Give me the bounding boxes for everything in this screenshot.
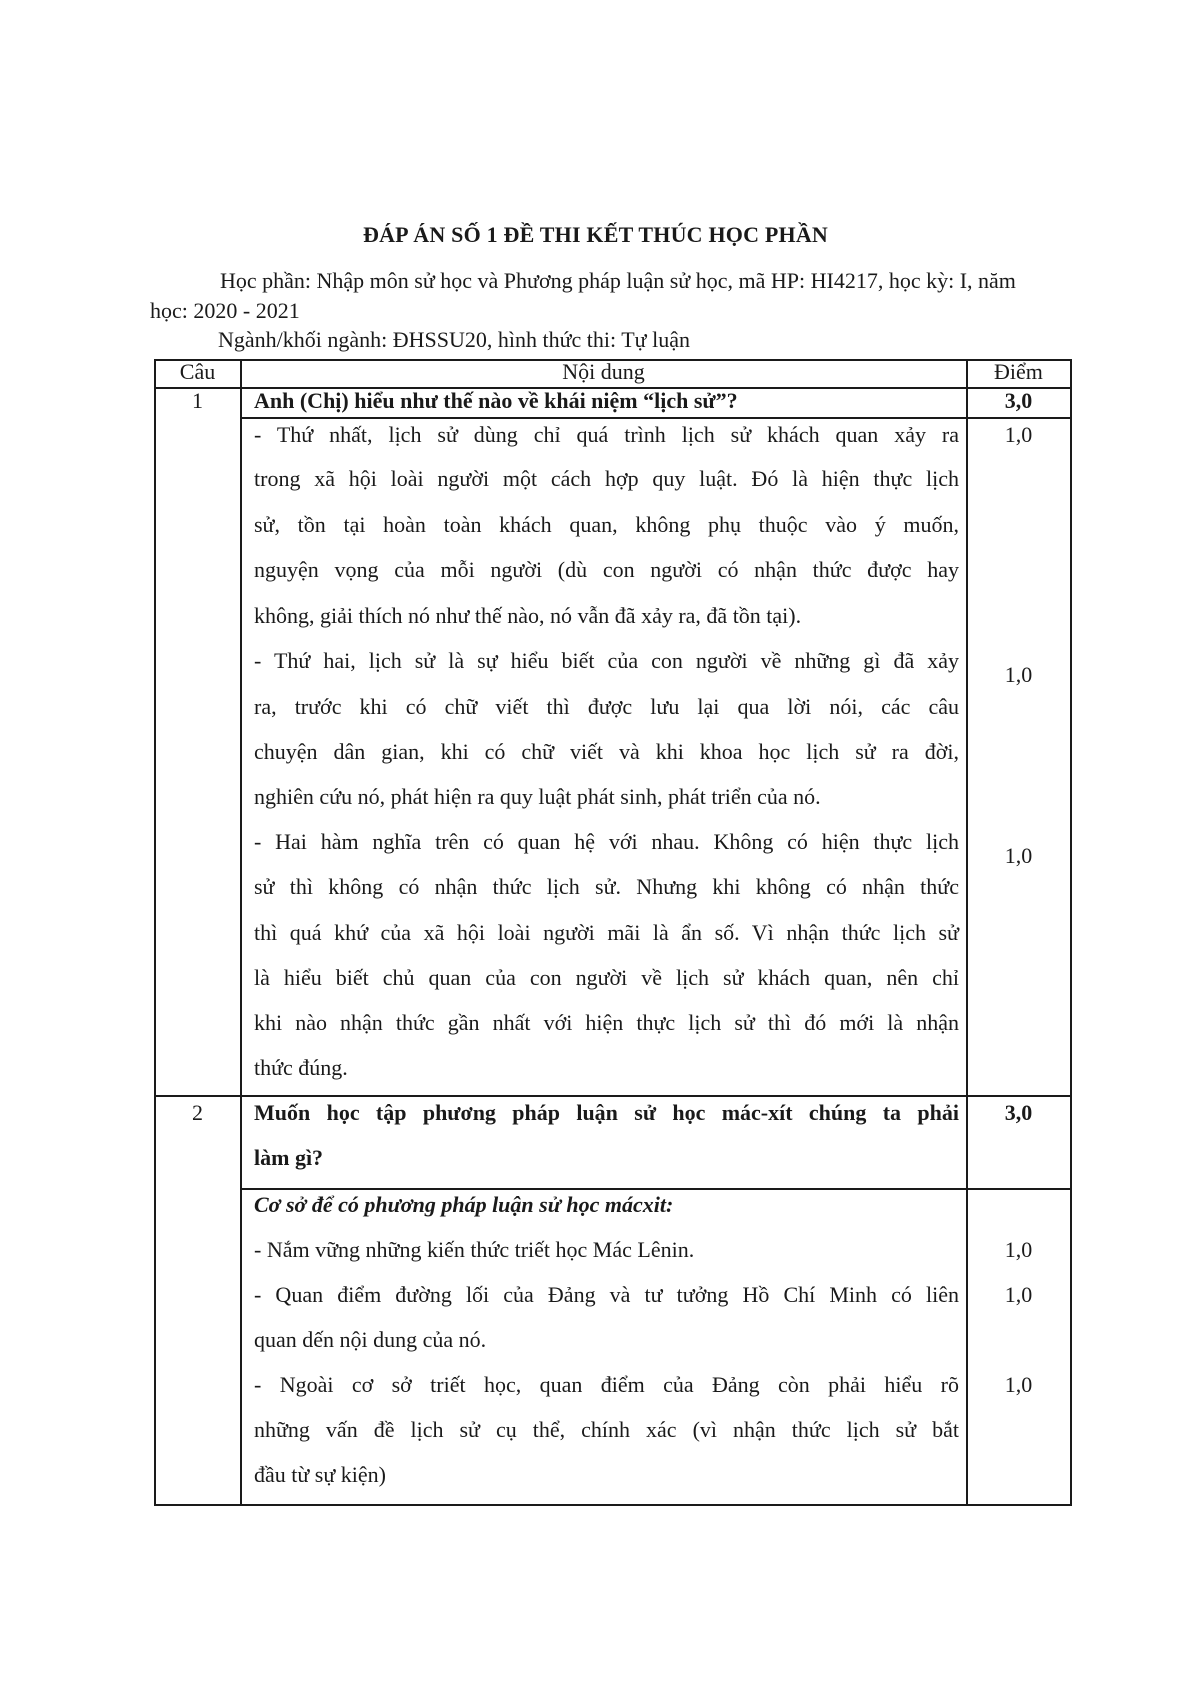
q2-number: 2 [192, 1100, 203, 1125]
table-left-border [154, 359, 156, 1506]
q1-p3-score: 1,0 [1004, 843, 1033, 868]
q1-p3-line2: sử thì không có nhận thức lịch sử. Nhưng khi không có nhận thức [254, 874, 959, 899]
q2-subheading: Cơ sở để có phương pháp luận sử học mácxit: [254, 1192, 674, 1217]
document-title: ĐÁP ÁN SỐ 1 ĐỀ THI KẾT THÚC HỌC PHẦN [363, 222, 828, 247]
q2-p2-score: 1,0 [1004, 1282, 1033, 1307]
q1-p3-line6: thức đúng. [254, 1055, 348, 1080]
q2-question-divider [240, 1188, 1072, 1190]
q1-total-score: 3,0 [1004, 388, 1033, 413]
q1-question-underline [240, 417, 1072, 419]
question-column-divider [240, 359, 242, 1506]
q1-p2-line3: chuyện dân gian, khi có chữ viết và khi khoa học lịch sử ra đời, [254, 739, 959, 764]
score-column-divider [966, 359, 968, 1506]
table-right-border [1070, 359, 1072, 1506]
q2-question-line2: làm gì? [254, 1145, 324, 1170]
header-content: Nội dung [562, 359, 645, 384]
q1-p1-line5: không, giải thích nó như thế nào, nó vẫn đã xảy ra, đã tồn tại). [254, 603, 802, 628]
q1-p1-line1: - Thứ nhất, lịch sử dùng chỉ quá trình lịch sử khách quan xảy ra [254, 422, 959, 447]
q1-p1-line4: nguyện vọng của mỗi người (dù con người có nhận thức được hay [254, 557, 959, 582]
q1-p1-score: 1,0 [1004, 422, 1033, 447]
q2-p3-line2: những vấn đề lịch sử cụ thể, chính xác (vì nhận thức lịch sử bắt [254, 1417, 959, 1442]
q1-p2-score: 1,0 [1004, 662, 1033, 687]
q1-p2-line1: - Thứ hai, lịch sử là sự hiểu biết của con người về những gì đã xảy [254, 648, 959, 673]
table-bottom-border [154, 1504, 1072, 1506]
major-info: Ngành/khối ngành: ĐHSSU20, hình thức thi: Tự luận [218, 327, 690, 352]
q1-question: Anh (Chị) hiểu như thế nào về khái niệm “lịch sử”? [254, 388, 738, 413]
course-info: Học phần: Nhập môn sử học và Phương pháp luận sử học, mã HP: HI4217, học kỳ: I, năm học: 2020 - 2021 [150, 268, 1016, 323]
q2-p3-line3: đầu từ sự kiện) [254, 1462, 386, 1487]
q2-total-score: 3,0 [1004, 1100, 1033, 1125]
q2-question-line1: Muốn học tập phương pháp luận sử học mác-xít chúng ta phải [254, 1100, 959, 1125]
q1-p3-line4: là hiểu biết chủ quan của con người về lịch sử khách quan, nên chỉ [254, 965, 959, 990]
q1-p3-line1: - Hai hàm nghĩa trên có quan hệ với nhau. Không có hiện thực lịch [254, 829, 959, 854]
q2-p2-line1: - Quan điểm đường lối của Đảng và tư tưởng Hồ Chí Minh có liên [254, 1282, 959, 1307]
q1-p2-line4: nghiên cứu nó, phát hiện ra quy luật phát sinh, phát triển của nó. [254, 784, 821, 809]
header-score: Điểm [994, 359, 1043, 384]
q1-number: 1 [192, 388, 203, 413]
q2-p1-line1: - Nắm vững những kiến thức triết học Mác Lênin. [254, 1237, 695, 1262]
q2-p1-score: 1,0 [1004, 1237, 1033, 1262]
header-question: Câu [179, 359, 216, 384]
q1-p3-line5: khi nào nhận thức gần nhất với hiện thực lịch sử thì đó mới là nhận [254, 1010, 959, 1035]
q1-p3-line3: thì quá khứ của xã hội loài người mãi là ẩn số. Vì nhận thức lịch sử [254, 920, 959, 945]
q2-p3-line1: - Ngoài cơ sở triết học, quan điểm của Đảng còn phải hiểu rõ [254, 1372, 959, 1397]
q1-p1-line3: sử, tồn tại hoàn toàn khách quan, không phụ thuộc vào ý muốn, [254, 512, 959, 537]
q1-q2-divider [154, 1095, 1072, 1097]
q2-p3-score: 1,0 [1004, 1372, 1033, 1397]
q1-p2-line2: ra, trước khi có chữ viết thì được lưu lại qua lời nói, các câu [254, 694, 959, 719]
q1-p1-line2: trong xã hội loài người một cách hợp quy luật. Đó là hiện thực lịch [254, 466, 959, 491]
q2-p2-line2: quan dến nội dung của nó. [254, 1327, 487, 1352]
